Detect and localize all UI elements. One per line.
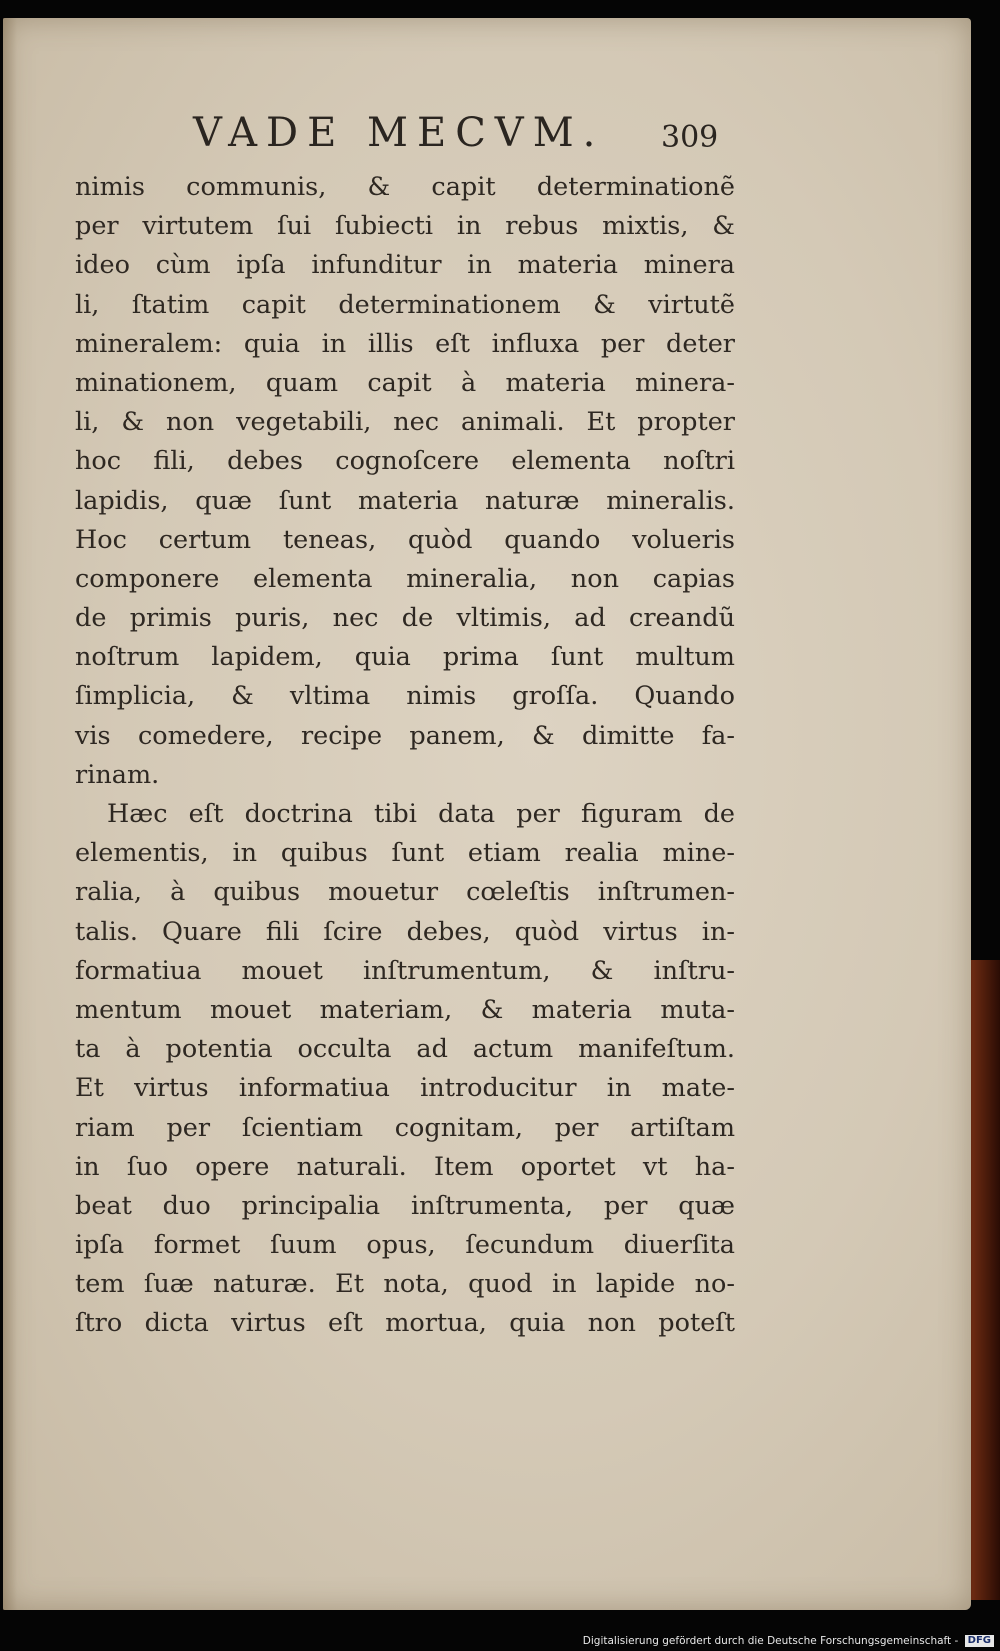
text-line: in ſuo opere naturali. Item oportet vt ha- — [75, 1151, 735, 1182]
text-line: ta à potentia occulta ad actum manifeſtum. — [75, 1034, 735, 1065]
credit-text: Digitalisierung gefördert durch die Deutsche Forschungsgemeinschaft - — [582, 1635, 959, 1647]
running-title: VADE MECVM. — [193, 110, 605, 156]
text-line: per virtutem ſui ſubiecti in rebus mixtis, & — [75, 211, 735, 242]
text-line: li, & non vegetabili, nec animali. Et propter — [75, 407, 735, 438]
text-line: talis. Quare fili ſcire debes, quòd virtus in- — [75, 916, 735, 947]
text-line: riam per ſcientiam cognitam, per artiſtam — [75, 1112, 735, 1143]
page-number: 309 — [661, 120, 719, 155]
text-line: ſtro dicta virtus eſt mortua, quia non poteſt — [75, 1308, 735, 1339]
text-line: elementis, in quibus ſunt etiam realia mine- — [75, 838, 735, 869]
text-line: mentum mouet materiam, & materia muta- — [75, 994, 735, 1025]
text-line: Hoc certum teneas, quòd quando volueris — [75, 524, 735, 555]
text-line: Et virtus informatiua introducitur in mate- — [75, 1073, 735, 1104]
text-line: ralia, à quibus mouetur cœleſtis inſtrumen- — [75, 877, 735, 908]
text-line: li, ſtatim capit determinationem & virtutẽ — [75, 289, 735, 320]
text-line: noſtrum lapidem, quia prima ſunt multum — [75, 642, 735, 673]
text-line: ideo cùm ipſa infunditur in materia minera — [75, 250, 735, 281]
digitization-credit — [583, 1635, 994, 1647]
text-line: de primis puris, nec de vltimis, ad creandũ — [75, 603, 735, 634]
text-line: formatiua mouet inſtrumentum, & inſtru- — [75, 955, 735, 986]
text-line: beat duo principalia inſtrumenta, per quæ — [75, 1190, 735, 1221]
text-line: vis comedere, recipe panem, & dimitte fa- — [75, 720, 735, 751]
text-line: tem ſuæ naturæ. Et nota, quod in lapide no- — [75, 1269, 735, 1300]
dfg-logo: DFG — [965, 1635, 994, 1647]
text-line: ſimplicia, & vltima nimis groſſa. Quando — [75, 681, 735, 712]
body-text — [75, 168, 735, 1344]
text-line: Hæc eſt doctrina tibi data per figuram de — [107, 799, 735, 829]
text-line: componere elementa mineralia, non capias — [75, 563, 735, 594]
text-line: ipſa formet ſuum opus, ſecundum diuerſita — [75, 1230, 735, 1261]
text-line: hoc fili, debes cognoſcere elementa noſtri — [75, 446, 735, 477]
text-line: nimis communis, & capit determinationẽ — [75, 172, 735, 202]
text-line: mineralem: quia in illis eſt influxa per deter — [75, 328, 735, 359]
text-line: lapidis, quæ ſunt materia naturæ mineralis. — [75, 485, 735, 516]
text-line: minationem, quam capit à materia minera- — [75, 367, 735, 398]
book-page — [3, 18, 971, 1610]
text-line: rinam. — [75, 759, 160, 790]
